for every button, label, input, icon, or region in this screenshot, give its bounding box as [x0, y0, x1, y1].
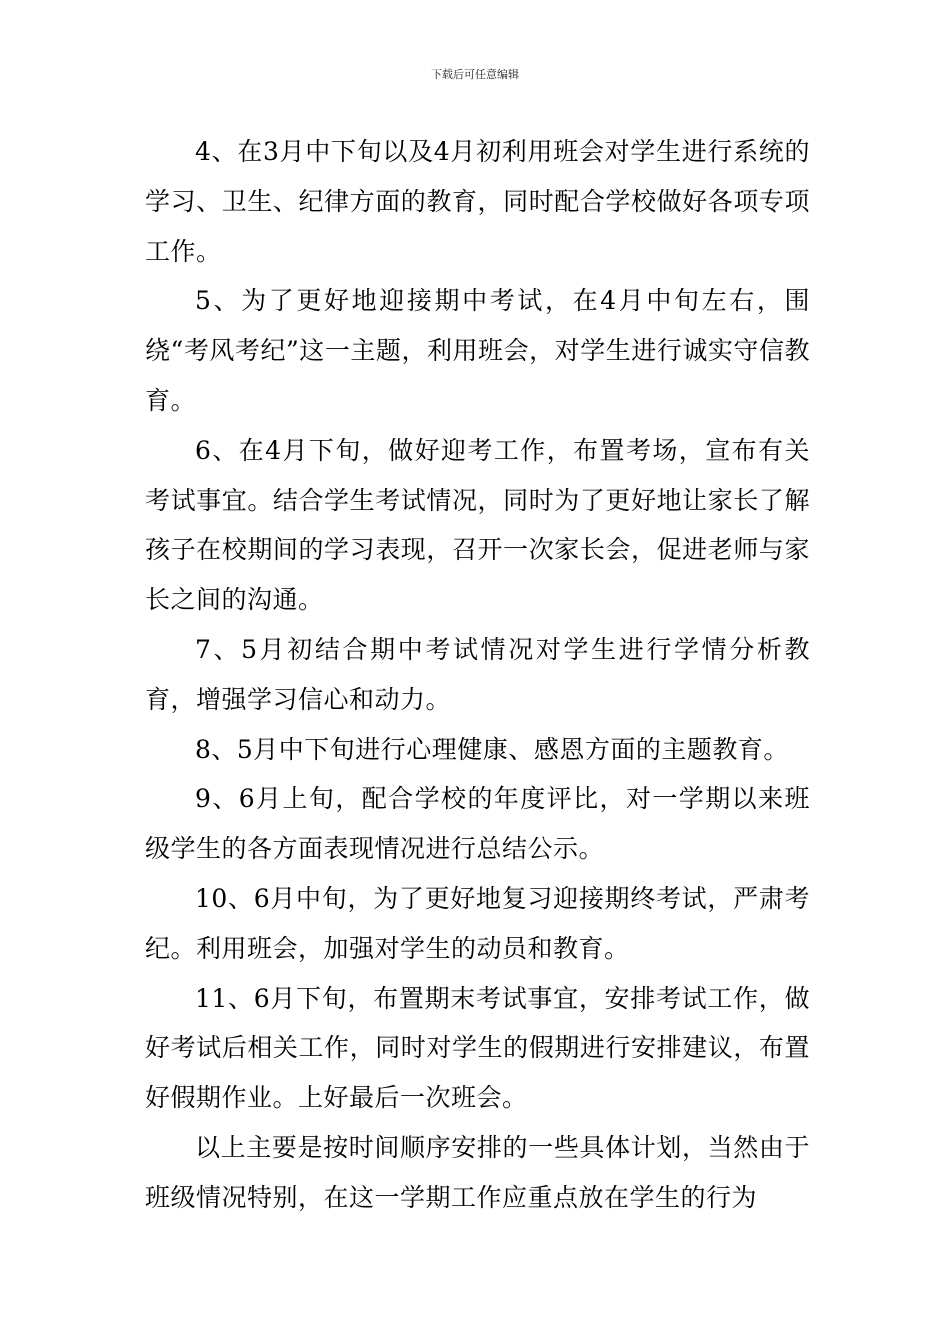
paragraph-item-9: 9、6月上旬，配合学校的年度评比，对一学期以来班级学生的各方面表现情况进行总结公示。: [145, 784, 810, 864]
header-note: 下载后可任意编辑: [431, 68, 519, 81]
paragraph-item-5: 5、为了更好地迎接期中考试，在4月中旬左右，围绕“考风考纪”这一主题，利用班会，对学生进行诚实守信教育。: [145, 286, 810, 415]
paragraph-item-11: 11、6月下旬，布置期末考试事宜，安排考试工作，做好考试后相关工作，同时对学生的假期进行安排建议，布置好假期作业。上好最后一次班会。: [145, 983, 810, 1113]
paragraph-item-4: 4、在3月中下旬以及4月初利用班会对学生进行系统的学习、卫生、纪律方面的教育，同时配合学校做好各项专项工作。: [145, 137, 810, 266]
paragraph-item-10: 10、6月中旬，为了更好地复习迎接期终考试，严肃考纪。利用班会，加强对学生的动员和教育。: [145, 883, 810, 963]
paragraph-item-7: 7、5月初结合期中考试情况对学生进行学情分析教育，增强学习信心和动力。: [145, 634, 810, 714]
paragraph-item-6: 6、在4月下旬，做好迎考工作，布置考场，宣布有关考试事宜。结合学生考试情况，同时为了更好地让家长了解孩子在校期间的学习表现，召开一次家长会，促进老师与家长之间的沟通。: [145, 435, 810, 615]
paragraph-summary: 以上主要是按时间顺序安排的一些具体计划，当然由于班级情况特别，在这一学期工作应重点放在学生的行为: [145, 1132, 810, 1212]
document-body: [145, 127, 810, 1223]
paragraph-item-8: 8、5月中下旬进行心理健康、感恩方面的主题教育。: [195, 734, 789, 764]
